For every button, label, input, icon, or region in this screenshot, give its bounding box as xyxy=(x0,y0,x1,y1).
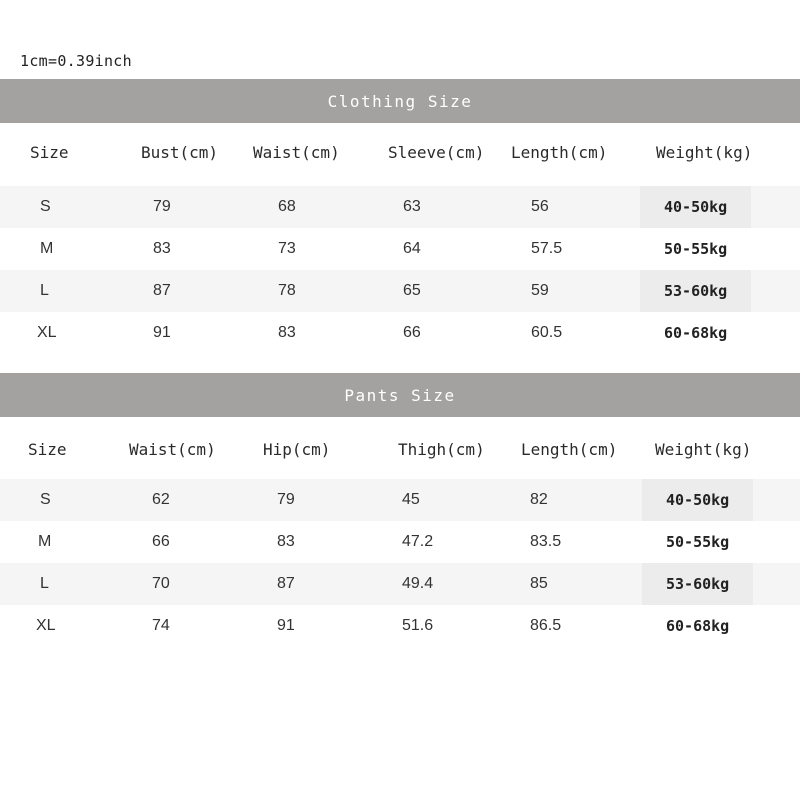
length-cell: 60.5 xyxy=(531,324,563,341)
table-row xyxy=(0,186,800,228)
table-row xyxy=(0,479,800,521)
size-cell: XL xyxy=(36,617,56,634)
weight-cell: 60-68kg xyxy=(664,324,728,342)
clothing-size-title: Clothing Size xyxy=(0,79,800,123)
waist-cell: 70 xyxy=(152,575,170,592)
size-cell: S xyxy=(40,198,51,215)
weight-cell: 40-50kg xyxy=(642,479,753,521)
thigh-cell: 49.4 xyxy=(402,575,434,592)
clothing-header-row xyxy=(0,132,800,174)
size-cell: M xyxy=(38,533,52,550)
header-weight: Weight(kg) xyxy=(655,440,752,459)
thigh-cell: 45 xyxy=(402,491,420,508)
table-row xyxy=(0,228,800,270)
table-row xyxy=(0,605,800,647)
waist-cell: 73 xyxy=(278,240,296,257)
header-size: Size xyxy=(28,440,67,459)
header-hip: Hip(cm) xyxy=(263,440,331,459)
header-length: Length(cm) xyxy=(521,440,618,459)
waist-cell: 68 xyxy=(278,198,296,215)
table-row xyxy=(0,563,800,605)
bust-cell: 91 xyxy=(153,324,171,341)
sleeve-cell: 63 xyxy=(403,198,421,215)
waist-cell: 78 xyxy=(278,282,296,299)
waist-cell: 74 xyxy=(152,617,170,634)
table-row xyxy=(0,270,800,312)
table-row xyxy=(0,312,800,354)
sleeve-cell: 65 xyxy=(403,282,421,299)
size-cell: XL xyxy=(37,324,57,341)
sleeve-cell: 64 xyxy=(403,240,421,257)
bust-cell: 87 xyxy=(153,282,171,299)
size-cell: L xyxy=(40,282,49,299)
weight-cell: 50-55kg xyxy=(666,533,730,551)
size-cell: L xyxy=(40,575,49,592)
weight-cell: 53-60kg xyxy=(640,270,751,312)
size-cell: M xyxy=(40,240,54,257)
length-cell: 82 xyxy=(530,491,548,508)
pants-header-row xyxy=(0,429,800,471)
bust-cell: 79 xyxy=(153,198,171,215)
waist-cell: 62 xyxy=(152,491,170,508)
thigh-cell: 51.6 xyxy=(402,617,434,634)
header-sleeve: Sleeve(cm) xyxy=(388,143,485,162)
length-cell: 57.5 xyxy=(531,240,563,257)
hip-cell: 91 xyxy=(277,617,295,634)
weight-cell: 60-68kg xyxy=(666,617,730,635)
thigh-cell: 47.2 xyxy=(402,533,434,550)
length-cell: 85 xyxy=(530,575,548,592)
weight-cell: 40-50kg xyxy=(640,186,751,228)
hip-cell: 83 xyxy=(277,533,295,550)
size-cell: S xyxy=(40,491,51,508)
length-cell: 59 xyxy=(531,282,549,299)
unit-conversion-note: 1cm=0.39inch xyxy=(20,52,132,70)
length-cell: 83.5 xyxy=(530,533,562,550)
hip-cell: 79 xyxy=(277,491,295,508)
hip-cell: 87 xyxy=(277,575,295,592)
length-cell: 86.5 xyxy=(530,617,562,634)
header-length: Length(cm) xyxy=(511,143,608,162)
table-row xyxy=(0,521,800,563)
length-cell: 56 xyxy=(531,198,549,215)
header-size: Size xyxy=(30,143,69,162)
pants-size-title: Pants Size xyxy=(0,373,800,417)
header-waist: Waist(cm) xyxy=(253,143,340,162)
header-bust: Bust(cm) xyxy=(141,143,219,162)
weight-cell: 53-60kg xyxy=(642,563,753,605)
waist-cell: 66 xyxy=(152,533,170,550)
weight-cell: 50-55kg xyxy=(664,240,728,258)
header-waist: Waist(cm) xyxy=(129,440,216,459)
bust-cell: 83 xyxy=(153,240,171,257)
header-thigh: Thigh(cm) xyxy=(398,440,485,459)
header-weight: Weight(kg) xyxy=(656,143,753,162)
waist-cell: 83 xyxy=(278,324,296,341)
sleeve-cell: 66 xyxy=(403,324,421,341)
